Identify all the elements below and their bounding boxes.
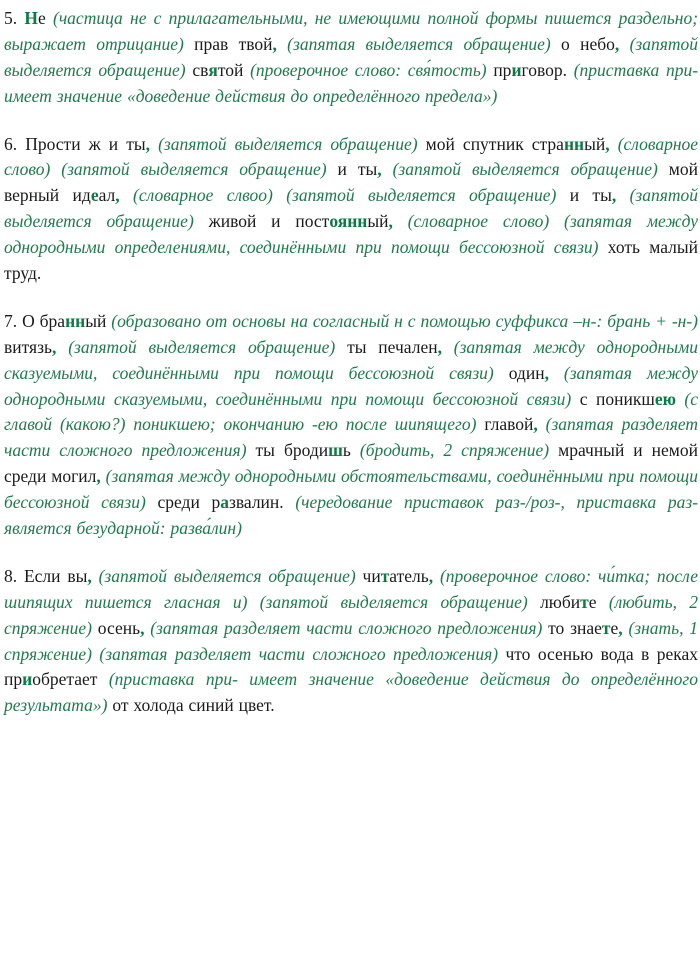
grammar-note: (образовано от основы на согласный н с помощью суффикса –н-: брань + -н-) [111, 310, 699, 331]
sentence-text: О [22, 310, 35, 331]
sentence-text: и ты [337, 159, 378, 180]
highlighted-letters: т [380, 565, 390, 586]
highlighted-word: бранный [39, 310, 107, 331]
grammar-note: (бродить, 2 спряжение) [359, 440, 550, 461]
paragraph-body-7 [4, 311, 698, 538]
highlighted-comma: , [544, 362, 549, 383]
highlighted-comma: , [611, 185, 617, 206]
highlighted-letters: я [208, 59, 218, 80]
highlighted-word: знаете [570, 617, 619, 638]
sentence-text: от холода синий цвет. [112, 695, 275, 716]
grammar-note: (запятая разделяет части сложного предложения) [4, 414, 699, 461]
grammar-note: (запятой выделяется обращение) [98, 565, 356, 586]
grammar-note: (запятой выделяется обращение) [4, 185, 699, 232]
sentence-text: Прости ж и ты [25, 133, 146, 154]
sentence-text: мой спутник [425, 133, 524, 154]
sentence-text: ты [255, 440, 275, 461]
highlighted-word: постоянный [295, 211, 389, 232]
highlighted-comma: , [437, 336, 442, 357]
highlighted-word: приобретает [4, 669, 98, 690]
highlighted-comma: , [377, 159, 382, 180]
sentence-text: витязь [4, 336, 52, 357]
answer-paragraph-6 [4, 132, 698, 287]
highlighted-word: святой [192, 59, 244, 80]
highlighted-letters: нн [563, 133, 585, 154]
sentence-text: осень [97, 617, 141, 638]
grammar-note: (запятая выделяется обращение) [287, 33, 551, 54]
grammar-note: (проверочное слово: свя́тость) [250, 59, 487, 80]
grammar-note: (словарное слвоо) (запятой выделяется обращение) [133, 185, 557, 206]
sentence-text: среди [157, 492, 200, 513]
grammar-note: (словарное слово) (запятая между однородными определениями, соединёнными при помощи бессоюзной связи) [4, 211, 699, 258]
sentence-text: прав твой [194, 33, 273, 54]
highlighted-comma: , [96, 466, 101, 487]
sentence-text: что осенью вода в реках [505, 643, 699, 664]
highlighted-comma: , [115, 185, 120, 206]
sentence-text: ты печален [347, 336, 438, 357]
highlighted-comma: , [605, 133, 610, 154]
item-number: 7. [4, 310, 18, 331]
highlighted-comma: , [428, 565, 434, 586]
grammar-note: (любить, 2 спряжение) [4, 591, 699, 638]
highlighted-word: Не [24, 8, 46, 28]
highlighted-comma: , [140, 617, 145, 638]
highlighted-letters: Н [24, 8, 38, 28]
highlighted-comma: , [618, 617, 623, 638]
highlighted-letters: и [22, 669, 33, 690]
grammar-note: (запятой выделяется обращение) [68, 336, 336, 357]
grammar-note: (словарное слово) (запятой выделяется обращение) [4, 133, 699, 180]
grammar-note: (запятая разделяет части сложного предложения) [150, 617, 543, 638]
highlighted-letters: и [511, 59, 522, 80]
highlighted-letters: нн [65, 310, 86, 331]
highlighted-word: бродишь [283, 440, 351, 461]
sentence-text: то [548, 617, 565, 638]
sentence-text: и ты [569, 185, 612, 206]
highlighted-word: поникшею [595, 388, 676, 409]
grammar-note: (приставка при- имеет значение «доведение действия до определённого предела») [4, 59, 699, 106]
paragraph-body-8 [4, 566, 698, 715]
grammar-note: (частица не с прилагательными, не имеющими полной формы пишется раздельно; выражает отрицание) [4, 8, 699, 54]
answer-paragraph-7 [4, 309, 698, 542]
grammar-note: (запятой выделяется обращение) [392, 159, 658, 180]
grammar-note: (запятой выделяется обращение) [4, 33, 698, 80]
highlighted-letters: т [580, 591, 589, 612]
sentence-text: живой и [208, 211, 281, 232]
grammar-note: (знать, 1 спряжение) (запятая разделяет части сложного предложения) [4, 617, 699, 664]
highlighted-letters: а [220, 492, 229, 513]
grammar-note: (проверочное слово: чи́тка; после шипящих пишется гласная и) (запятой выделяется обращение) [4, 565, 698, 612]
grammar-note: (чередование приставок раз-/роз-, приставка раз- является безударной: разва́лин) [4, 492, 699, 539]
grammar-note: (запятая между однородными обстоятельствами, соединёнными при помощи бессоюзной связи) [4, 466, 698, 513]
highlighted-word: любите [540, 591, 597, 612]
paragraph-body-6 [4, 134, 698, 283]
grammar-note: (запятая между однородными сказуемыми, соединёнными при помощи бессоюзной связи) [4, 362, 698, 409]
highlighted-comma: , [145, 133, 150, 154]
highlighted-word: развалин. [211, 492, 284, 513]
highlighted-letters: е [90, 185, 99, 206]
grammar-note: (с главой (какою?) поникшею; окончанию -ею после шипящего) [4, 388, 699, 435]
highlighted-comma: , [52, 336, 57, 357]
highlighted-comma: , [533, 414, 538, 435]
sentence-text: с [579, 388, 588, 409]
highlighted-letters: т [601, 617, 611, 638]
highlighted-letters: ею [654, 388, 676, 409]
sentence-text: хоть малый труд. [4, 237, 699, 284]
highlighted-comma: , [388, 211, 393, 232]
highlighted-letters: оянн [329, 211, 368, 232]
paragraph-body-5 [4, 8, 698, 106]
highlighted-word: читатель [362, 565, 429, 586]
highlighted-word: приговор. [493, 59, 568, 80]
grammar-note: (приставка при- имеет значение «доведение действия до определённого результата») [4, 669, 699, 716]
answer-paragraph-8 [4, 564, 698, 719]
sentence-text: один [508, 362, 545, 383]
sentence-text: о небо [561, 33, 615, 54]
item-number: 8. [4, 565, 18, 586]
answer-paragraph-5 [4, 6, 698, 110]
highlighted-comma: , [272, 33, 277, 54]
highlighted-letters: ш [328, 440, 343, 461]
highlighted-comma: , [87, 565, 92, 586]
highlighted-word: идеал [72, 185, 116, 206]
grammar-note: (запятая между однородными сказуемыми, соединёнными при помощи бессоюзной связи) [4, 336, 698, 383]
item-number: 5. [4, 8, 18, 28]
highlighted-comma: , [614, 33, 620, 54]
sentence-text: мрачный и немой среди могил [4, 440, 698, 487]
sentence-text: Если вы [23, 565, 88, 586]
sentence-text: главой [484, 414, 534, 435]
sentence-text: мой верный [4, 159, 698, 206]
grammar-note: (запятой выделяется обращение) [158, 133, 418, 154]
highlighted-word: странный [531, 133, 606, 154]
item-number: 6. [4, 133, 18, 154]
